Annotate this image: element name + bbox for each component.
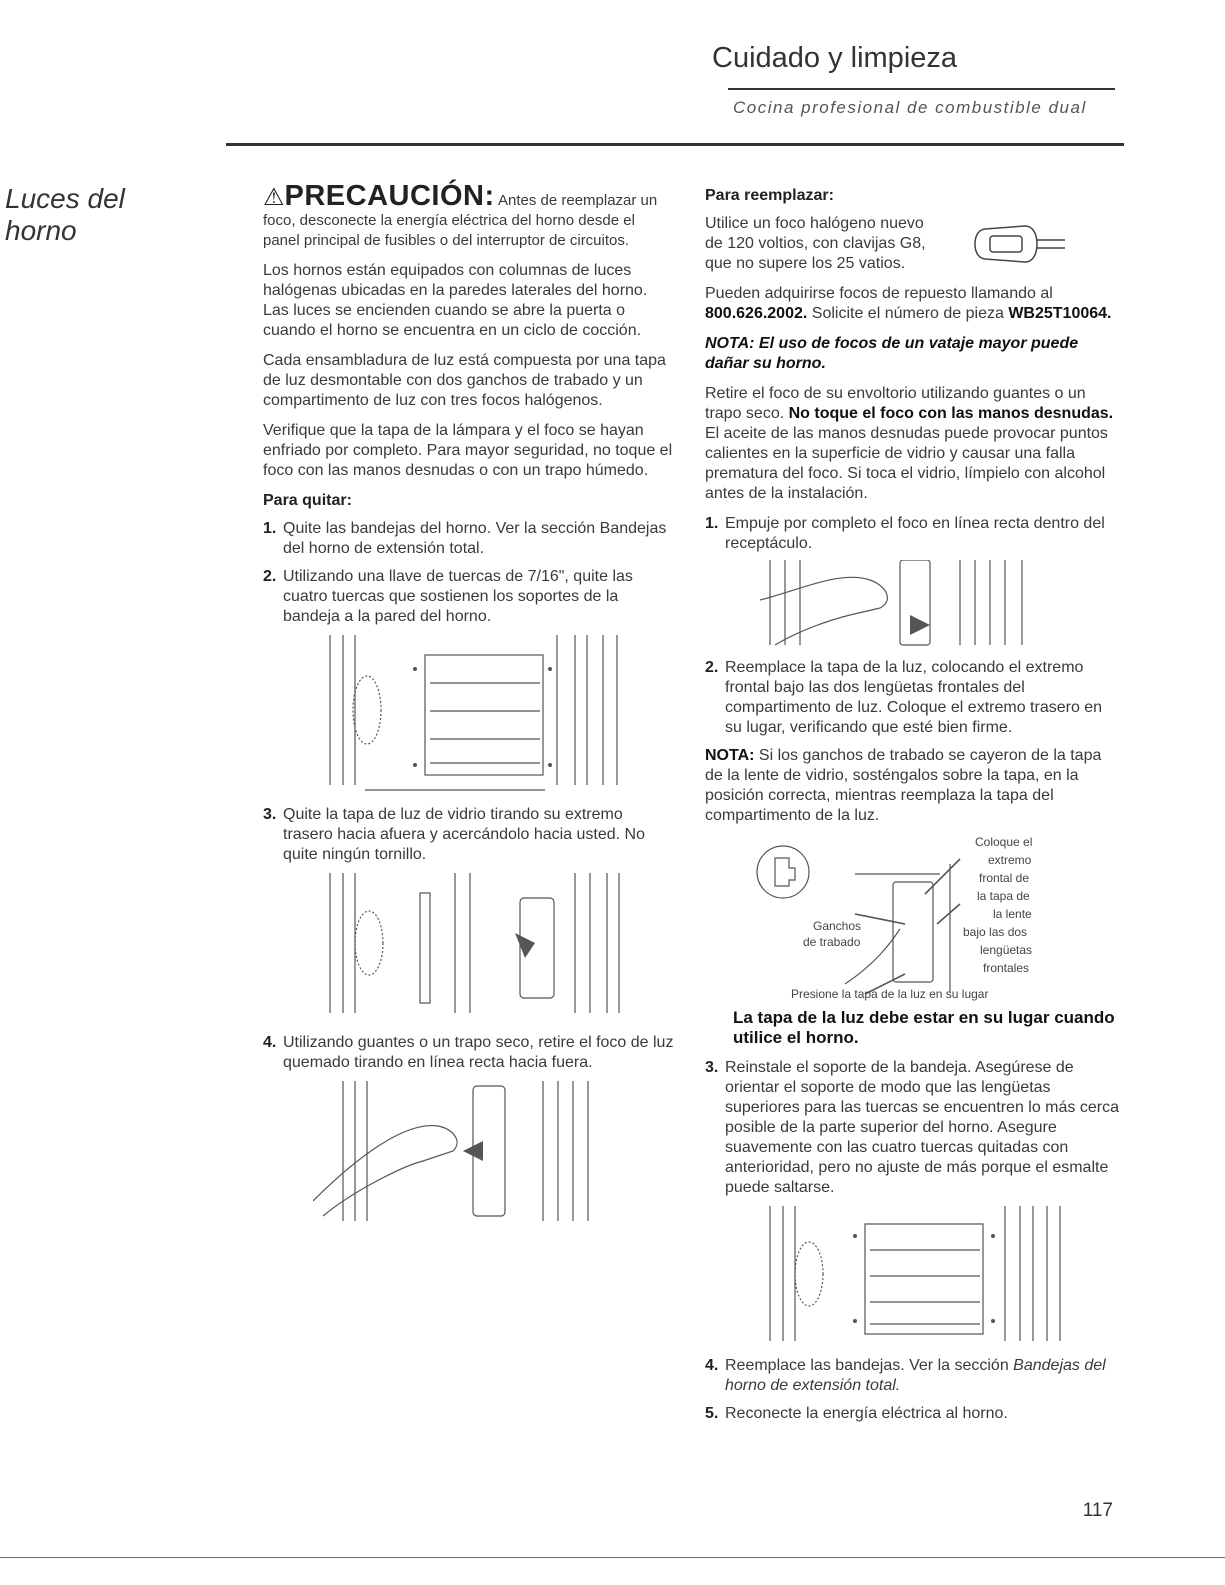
right-column (705, 186, 1123, 1432)
left-column (263, 180, 675, 1231)
step-text (725, 1356, 1123, 1396)
bulb-insertion-illustration (760, 560, 1060, 648)
callout-right-line7: lengüetas (980, 943, 1033, 957)
callout-right-line8: frontales (983, 961, 1030, 975)
remove-step-3 (263, 805, 675, 865)
replace-step-1 (705, 514, 1123, 554)
step4-section-ref: Bandejas del horno de extensión total. (725, 1357, 1106, 1394)
warning-triangle-icon: ⚠ (263, 184, 285, 211)
order-text-a: Pueden adquirirse focos de repuesto llamando al (705, 285, 1053, 302)
body-paragraph-1: Los hornos están equipados con columnas de luces halógenas ubicadas en la paredes laterales del horno. Las luces se encienden cuando se abre la puerta o cuando el horno se encuentra en un ciclo de cocción. (263, 262, 648, 339)
pull-arrow-icon (515, 933, 535, 958)
glass-cover-removal-illustration (325, 873, 625, 1023)
page-number: 117 (1082, 1500, 1113, 1521)
section-title-line1: Luces del (5, 183, 125, 214)
remove-step-2 (263, 567, 675, 627)
section-title (5, 183, 125, 247)
order-part-number: WB25T10064. (1008, 305, 1112, 322)
cover-installation-illustration (705, 834, 1115, 1002)
section-divider (226, 143, 1124, 146)
bulb-spec-text: Utilice un foco halógeno nuevo de 120 voltios, con clavijas G8, que no supere los 25 vatios. (705, 215, 926, 272)
callout-clips-line1: Ganchos (813, 919, 862, 933)
callout-right-line6: bajo las dos (963, 925, 1028, 939)
step-number: 3. (705, 1059, 719, 1076)
step-text: Utilizando una llave de tuercas de 7/16", quite las cuatro tuercas que sostienen los soportes de la bandeja a la pared del horno. (283, 568, 633, 625)
cover-required-warning: La tapa de la luz debe estar en su lugar cuando utilice el horno. (733, 1008, 1115, 1047)
note-text: Si los ganchos de trabado se cayeron de la tapa de la lente de vidrio, sosténgalos sobre la tapa, en la posición correcta, mientras reemplaza la tapa del compartimento de la luz. (705, 747, 1102, 824)
replace-step-4 (705, 1356, 1123, 1396)
caution-text: Antes de reemplazar un foco, desconecte la energía eléctrica del horno desde el panel principal de fusibles o del interruptor de circuitos. (263, 192, 658, 249)
replacement-order-paragraph (705, 284, 1123, 324)
step-number: 3. (263, 806, 277, 823)
step-number: 1. (705, 515, 719, 532)
step4-text: Reemplace las bandejas. Ver la sección (725, 1357, 1014, 1374)
callout-right-line3: frontal de (979, 871, 1030, 885)
bulb-spec-block (705, 214, 1123, 274)
step-number: 2. (705, 659, 719, 676)
callout-right-line5: la lente (993, 907, 1032, 921)
handling-paragraph (705, 384, 1123, 504)
caution-paragraph (263, 180, 675, 251)
page-bottom-rule (0, 1557, 1225, 1558)
callout-clips-line2: de trabado (803, 935, 861, 949)
halogen-bulb-icon (965, 214, 1075, 274)
note-label: NOTA: (705, 747, 755, 764)
rack-support-reinstall-illustration (765, 1206, 1065, 1346)
callout-right-line2: extremo (988, 853, 1032, 867)
step-number: 4. (705, 1357, 719, 1374)
step-text: Reconecte la energía eléctrica al horno. (725, 1405, 1008, 1422)
section-title-line2: horno (5, 215, 77, 246)
body-paragraph-2: Cada ensambladura de luz está compuesta por una tapa de luz desmontable con dos ganchos de trabado y un compartimento de luz con tres focos halógenos. (263, 352, 666, 409)
clips-note (705, 746, 1123, 826)
replace-step-3 (705, 1058, 1123, 1198)
replace-step-2 (705, 658, 1123, 738)
step-text: Quite la tapa de luz de vidrio tirando su extremo trasero hacia afuera y acercándolo hacia usted. No quite ningún tornillo. (283, 806, 645, 863)
step-text: Utilizando guantes o un trapo seco, retire el foco de luz quemado tirando en línea recta hacia fuera. (283, 1034, 674, 1071)
caution-heading: PRECAUCIÓN: (284, 180, 495, 212)
bulb-removal-illustration (313, 1081, 613, 1221)
wattage-note: NOTA: El uso de focos de un vataje mayor puede dañar su horno. (705, 335, 1079, 372)
step-text: Quite las bandejas del horno. Ver la sección Bandejas del horno de extensión total. (283, 520, 667, 557)
page-header-subtitle: Cocina profesional de combustible dual (733, 98, 1087, 117)
handling-text-b: El aceite de las manos desnudas puede provocar puntos calientes en la superficie de vidrio y causar una falla prematura del foco. Si toca el vidrio, límpielo con alcohol antes de la instalación. (705, 425, 1108, 502)
replace-heading: Para reemplazar: (705, 187, 834, 204)
rack-support-illustration (325, 635, 625, 795)
callout-right-line1: Coloque el (975, 835, 1033, 849)
remove-heading: Para quitar: (263, 492, 352, 509)
replace-step-5 (705, 1404, 1123, 1424)
step-number: 4. (263, 1034, 277, 1051)
callout-right-line4: la tapa de (977, 889, 1030, 903)
step-number: 5. (705, 1405, 719, 1422)
order-text-b: Solicite el número de pieza (807, 305, 1009, 322)
step-text: Reemplace la tapa de la luz, colocando el extremo frontal bajo las dos lengüetas frontales del compartimento de luz. Coloque el extremo trasero en su lugar, verificando que esté bien firme. (725, 659, 1103, 736)
handling-warning: No toque el foco con las manos desnudas. (788, 405, 1114, 422)
header-rule (728, 88, 1115, 90)
order-phone: 800.626.2002. (705, 305, 808, 322)
handling-text-a: Retire el foco de su envoltorio utilizando guantes o un trapo seco. (705, 385, 1086, 422)
step-number: 2. (263, 568, 277, 585)
remove-step-1 (263, 519, 675, 559)
step-text: Empuje por completo el foco en línea recta dentro del receptáculo. (725, 515, 1105, 552)
push-in-arrow-icon (910, 615, 930, 635)
step-text: Reinstale el soporte de la bandeja. Asegúrese de orientar el soporte de modo que las lengüetas superiores para las tuercas se encuentren lo más cerca posible de la parte superior del horno. Asegure suavemente con las cuatro tuercas quitadas con anterioridad, pero no ajuste de más porque el esmalte puede saltarse. (725, 1059, 1119, 1196)
body-paragraph-3: Verifique que la tapa de la lámpara y el foco se hayan enfriado por completo. Para mayor seguridad, no toque el foco con las manos desnudas o con un trapo húmedo. (263, 422, 673, 479)
remove-step-4 (263, 1033, 675, 1073)
step-number: 1. (263, 520, 277, 537)
callout-press-cover: Presione la tapa de la luz en su lugar (791, 987, 989, 1001)
page-header-title: Cuidado y limpieza (712, 42, 958, 74)
